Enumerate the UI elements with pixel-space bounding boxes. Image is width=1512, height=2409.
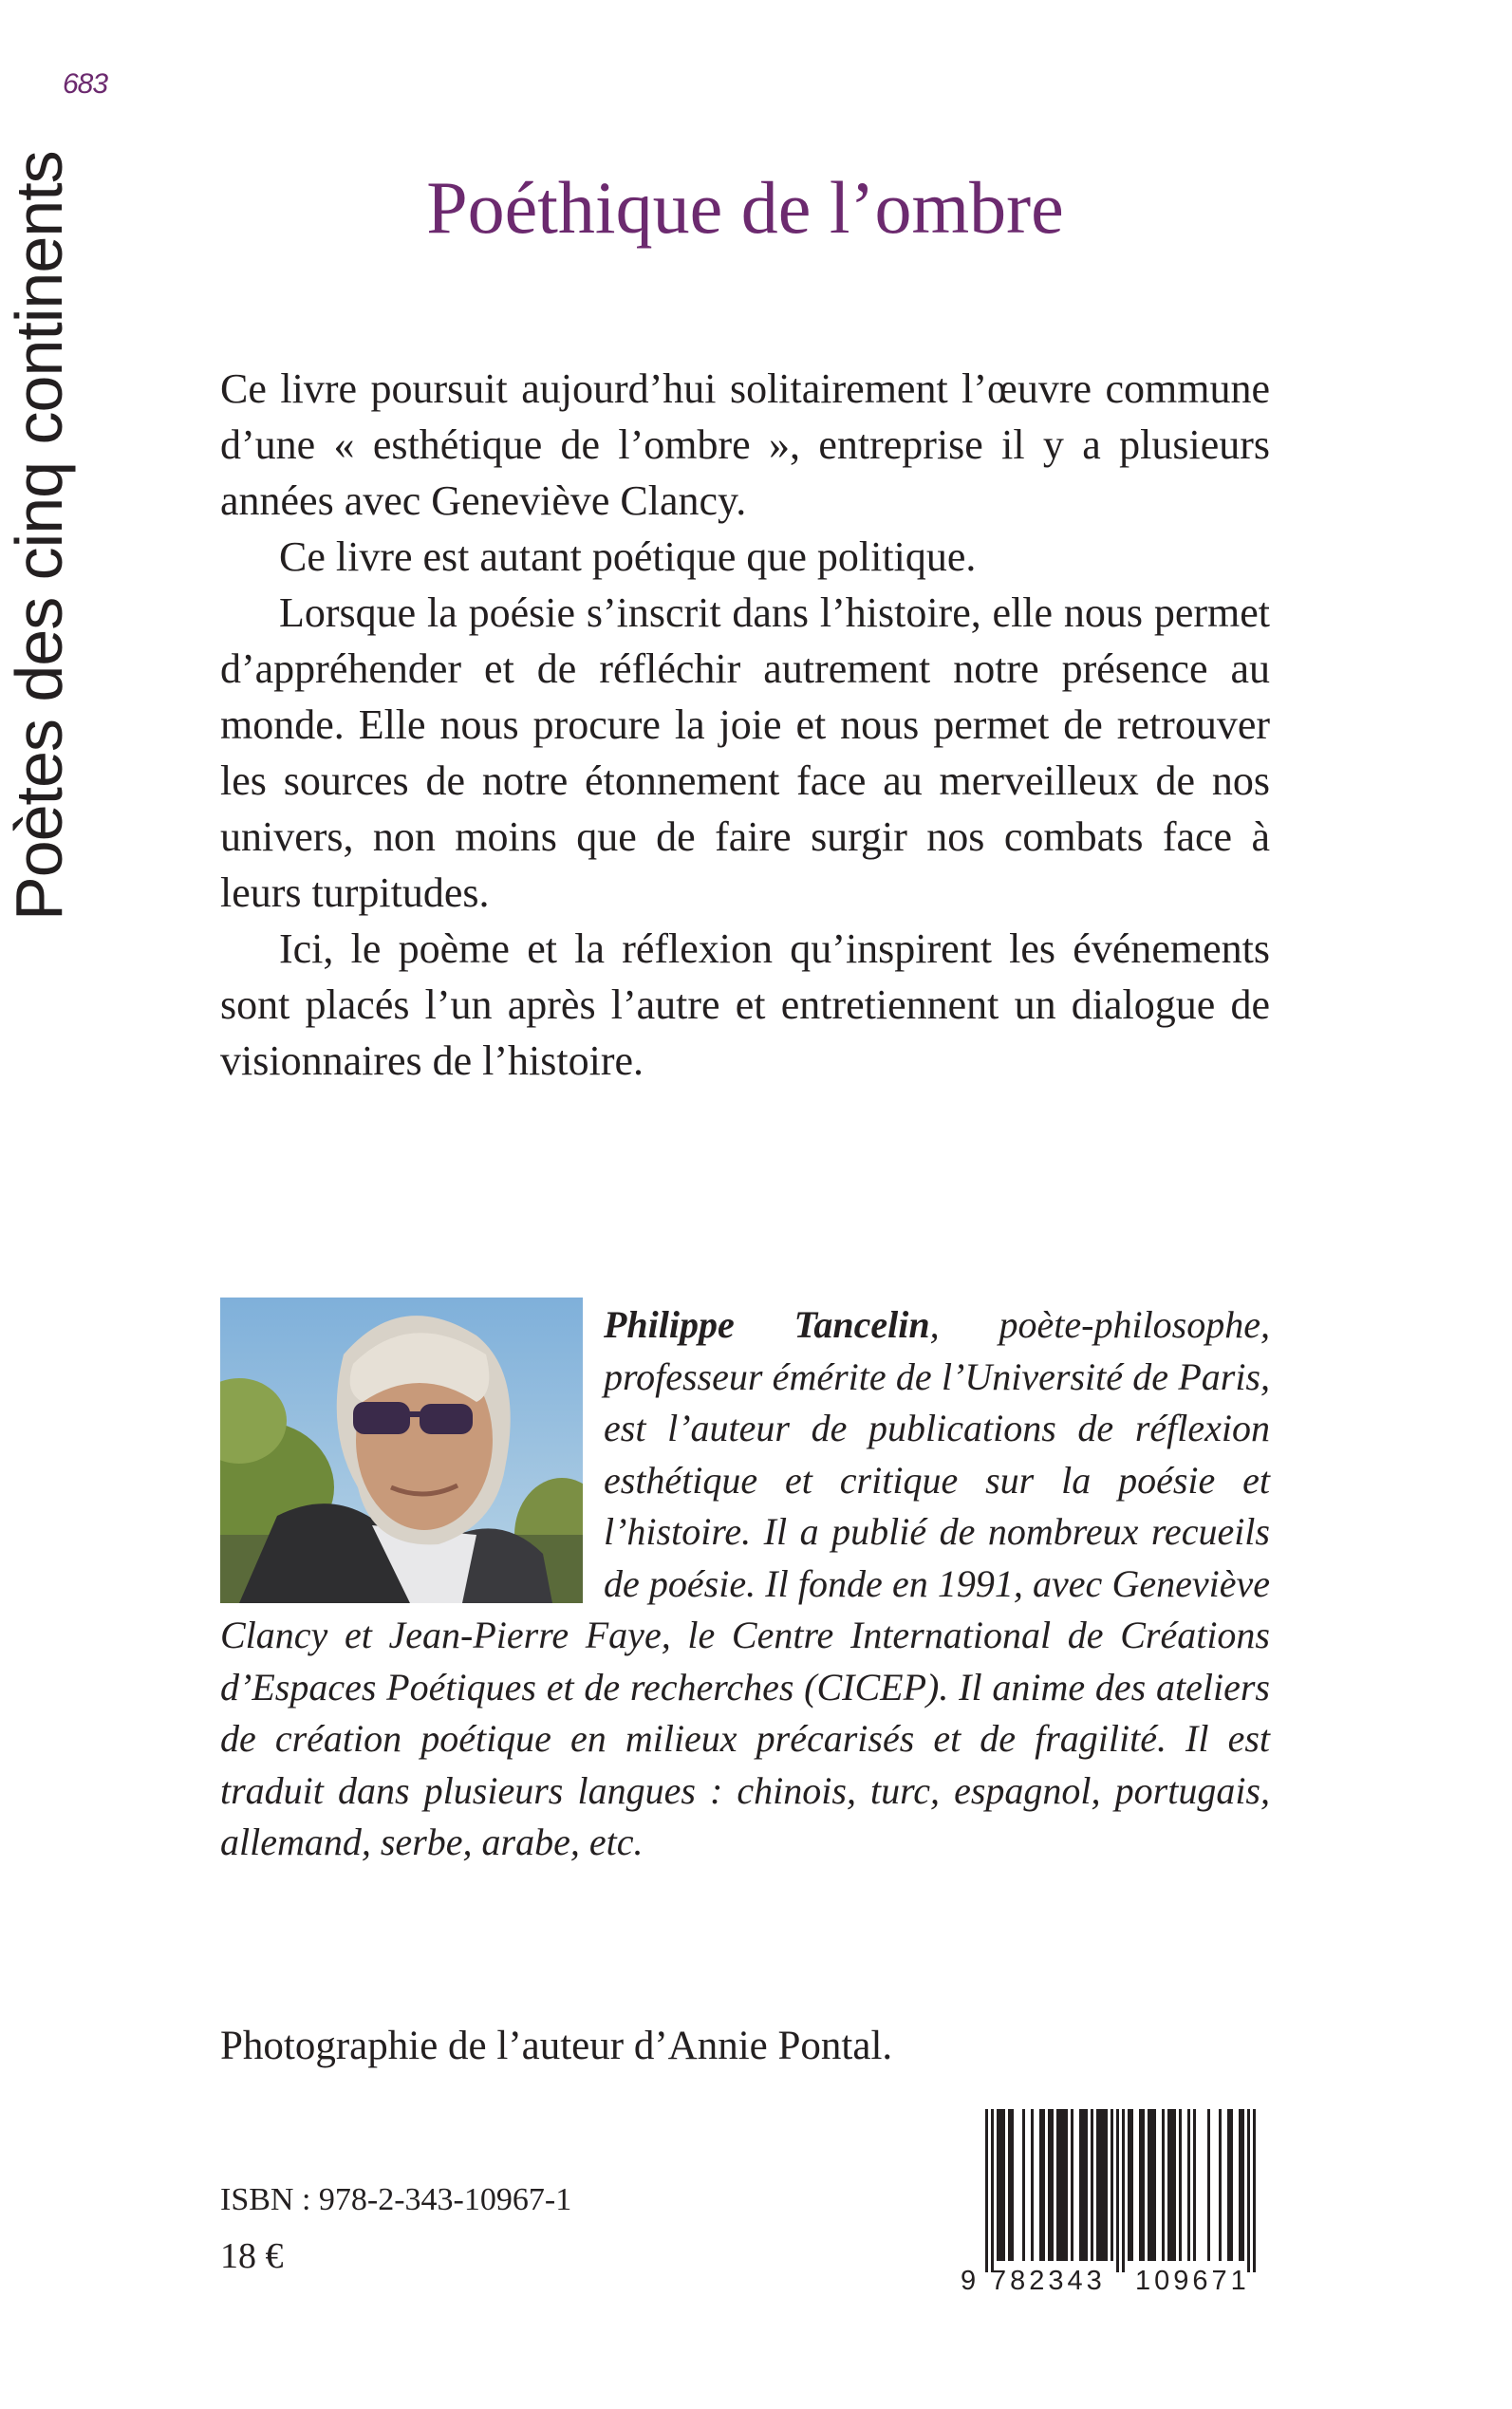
barcode-digits-left: 782343 (991, 2266, 1106, 2295)
barcode-bar (1153, 2109, 1156, 2261)
barcode-bar (1031, 2109, 1034, 2261)
barcode-bar (1011, 2109, 1014, 2261)
author-bio-text: , poète-philosophe, professeur émérite de l’Université de Paris, est l’auteur de publications de réflexion esthétique et critique sur la poésie et l’histoire. Il a publié de nombreux recueils de poésie. Il fonde en 1991, avec Geneviève Clancy et Jean-Pierre Faye, le Centre International de Créations d’Espaces Poétiques et de recherches (CICEP). Il anime des ateliers de création poétique en milieux précarisés et de fragilité. Il est traduit dans plusieurs langues : chinois, turc, espagnol, portugais, allemand, serbe, arabe, etc. (220, 1303, 1270, 1863)
barcode-bar (1099, 2109, 1102, 2261)
barcode-bar (1150, 2109, 1153, 2261)
barcode-bar (1167, 2109, 1170, 2261)
barcode-bar (1122, 2109, 1125, 2272)
barcode-bar (1130, 2109, 1133, 2261)
barcode-bar (1096, 2109, 1099, 2261)
barcode-bar (991, 2109, 994, 2272)
barcode-bar (1241, 2109, 1244, 2261)
blurb-paragraph: Lorsque la poésie s’inscrit dans l’histoire, elle nous permet d’appréhender et de réfléchir autrement notre présence au monde. Elle nous procure la joie et nous permet de retrouver les sources de notre étonnement face au merveilleux de nos univers, non moins que de faire surgir nos combats face à leurs turpitudes. (220, 589, 1270, 916)
barcode (957, 2105, 1278, 2295)
blurb-paragraph: Ce livre poursuit aujourd’hui solitairement l’œuvre commune d’une « esthétique de l’ombre », entreprise il y a plusieurs années avec Geneviève Clancy. (220, 365, 1270, 524)
barcode-bar (1071, 2109, 1073, 2261)
barcode-bar (1173, 2109, 1176, 2261)
barcode-bar (1056, 2109, 1059, 2261)
barcode-bar (1048, 2109, 1051, 2261)
barcode-bar (1042, 2109, 1045, 2261)
barcode-bar (1065, 2109, 1068, 2261)
barcode-bar (1247, 2109, 1250, 2272)
blurb-paragraph: Ici, le poème et la réflexion qu’inspirent les événements sont placés l’un après l’autre et entretiennent un dialogue de visionnaires de l’histoire. (220, 925, 1270, 1084)
barcode-bar (1193, 2109, 1196, 2261)
barcode-bar (1085, 2109, 1088, 2261)
price: 18 € (220, 2236, 284, 2276)
author-bio (220, 1299, 1270, 1869)
series-title: Poètes des cinq continents (2, 151, 76, 921)
barcode-bar (1219, 2109, 1222, 2261)
book-title: Poéthique de l’ombre (426, 166, 1064, 249)
barcode-bar (1116, 2109, 1119, 2272)
barcode-digits-right: 109671 (1135, 2266, 1250, 2295)
barcode-bar (1111, 2109, 1113, 2261)
barcode-bar (985, 2109, 988, 2272)
barcode-bar (1128, 2109, 1130, 2261)
barcode-digit-first: 9 (961, 2266, 977, 2295)
barcode-bar (1142, 2109, 1145, 2261)
barcode-bar (1062, 2109, 1065, 2261)
barcode-bar (1179, 2109, 1182, 2261)
barcode-bar (1239, 2109, 1241, 2261)
photo-credit: Photographie de l’auteur d’Annie Pontal. (220, 2024, 893, 2068)
barcode-bar (1039, 2109, 1042, 2261)
barcode-bar (997, 2109, 999, 2261)
barcode-bar (1105, 2109, 1108, 2261)
barcode-bar (1170, 2109, 1173, 2261)
barcode-bar (1162, 2109, 1165, 2261)
barcode-bar (1187, 2109, 1190, 2261)
barcode-bar (1227, 2109, 1230, 2261)
barcode-bar (1051, 2109, 1054, 2261)
barcode-bar (999, 2109, 1002, 2261)
barcode-bar (1207, 2109, 1210, 2261)
barcode-bar (1022, 2109, 1025, 2261)
barcode-bar (1002, 2109, 1005, 2261)
barcode-bar (1139, 2109, 1142, 2261)
barcode-bar (1008, 2109, 1011, 2261)
barcode-bar (1059, 2109, 1062, 2261)
barcode-bar (1253, 2109, 1256, 2272)
volume-number: 683 (63, 68, 108, 100)
barcode-bar (1102, 2109, 1105, 2261)
barcode-bar (1148, 2109, 1150, 2261)
blurb (220, 361, 1270, 1089)
barcode-bar (1079, 2109, 1082, 2261)
isbn: ISBN : 978-2-343-10967-1 (220, 2182, 572, 2217)
blurb-paragraph: Ce livre est autant poétique que politique. (279, 533, 977, 580)
author-name: Philippe Tancelin (604, 1303, 930, 1346)
barcode-bar (1091, 2109, 1093, 2261)
barcode-bar (1230, 2109, 1233, 2261)
barcode-bar (1082, 2109, 1085, 2261)
